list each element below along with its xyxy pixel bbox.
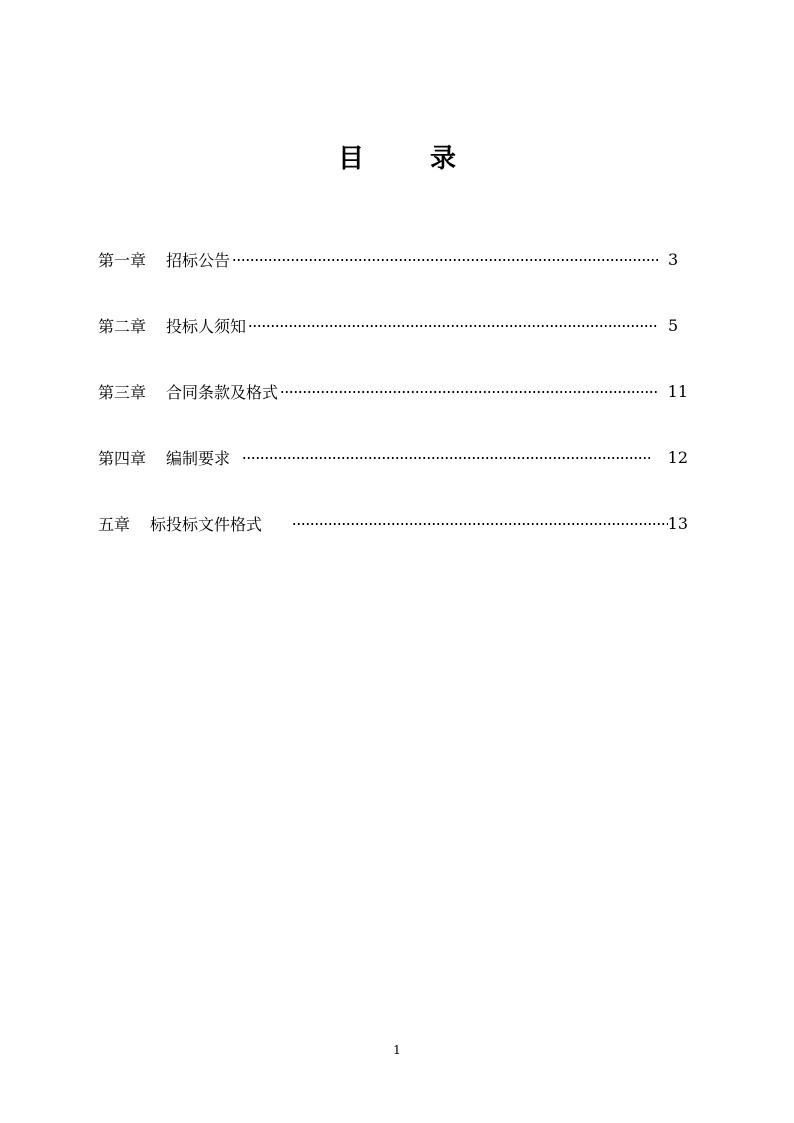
page-title — [0, 138, 794, 175]
toc-heading: 编制要求 — [166, 448, 231, 468]
table-of-contents — [98, 245, 688, 575]
toc-leader-dots — [280, 389, 658, 395]
toc-leader-dots — [232, 257, 658, 263]
page-footer-number: 1 — [393, 1043, 401, 1057]
toc-entry-2[interactable] — [98, 311, 688, 339]
title-char-2: 录 — [430, 144, 457, 174]
toc-leader-dots — [248, 323, 658, 329]
toc-leader-dots — [292, 521, 668, 527]
toc-page-number: 3 — [668, 249, 679, 269]
toc-page-number: 13 — [667, 513, 688, 533]
toc-entry-3[interactable] — [98, 377, 688, 405]
toc-entry-5[interactable] — [98, 509, 688, 537]
toc-chapter: 第二章 — [98, 316, 147, 336]
toc-heading: 标投标文件格式 — [150, 514, 263, 534]
toc-heading: 招标公告 — [166, 250, 231, 270]
toc-chapter: 第一章 — [98, 250, 147, 270]
toc-chapter: 第三章 — [98, 382, 147, 402]
toc-page-number: 12 — [667, 447, 688, 467]
toc-entry-1[interactable] — [98, 245, 688, 273]
toc-entry-4[interactable] — [98, 443, 688, 471]
toc-heading: 合同条款及格式 — [166, 382, 279, 402]
toc-chapter: 五章 — [98, 514, 131, 534]
toc-page-number: 11 — [667, 381, 688, 401]
toc-chapter: 第四章 — [98, 448, 147, 468]
toc-page-number: 5 — [668, 315, 679, 335]
toc-heading: 投标人须知 — [166, 316, 247, 336]
title-char-1: 目 — [337, 144, 364, 174]
toc-leader-dots — [242, 455, 650, 461]
